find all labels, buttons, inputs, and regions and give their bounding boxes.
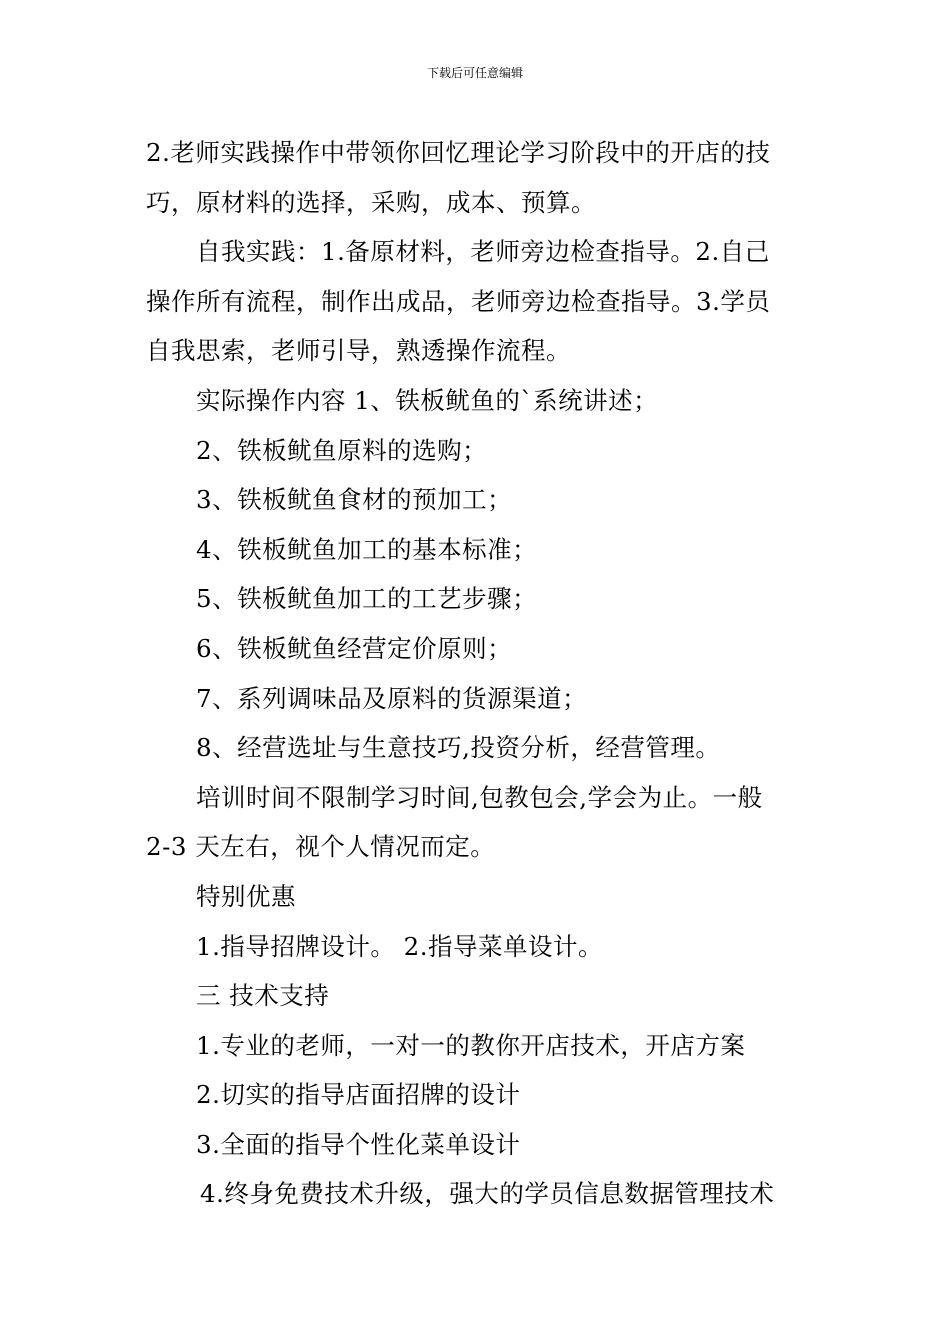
text-line: 巧，原材料的选择，采购，成本、预算。 bbox=[146, 187, 596, 217]
document-body bbox=[146, 128, 810, 1219]
text-line: 2.老师实践操作中带领你回忆理论学习阶段中的开店的技 bbox=[146, 138, 771, 167]
text-line: 2-3 天左右，视个人情况而定。 bbox=[146, 832, 496, 862]
list-item: 7、系列调味品及原料的货源渠道； bbox=[196, 683, 588, 713]
list-item: 5、铁板鱿鱼加工的工艺步骤； bbox=[196, 584, 538, 614]
page-header: 下载后可任意编辑 bbox=[426, 66, 523, 80]
list-item: 2、铁板鱿鱼原料的选购； bbox=[196, 435, 488, 465]
list-item: 1.专业的老师，一对一的教你开店技术，开店方案 bbox=[196, 1030, 746, 1060]
text-line: 实际操作内容 1、铁板鱿鱼的`系统讲述； bbox=[196, 385, 659, 415]
list-item: 6、铁板鱿鱼经营定价原则； bbox=[196, 633, 513, 663]
list-item: 8、经营选址与生意技巧,投资分析，经营管理。 bbox=[196, 733, 721, 763]
list-item: 3.全面的指导个性化菜单设计 bbox=[196, 1129, 521, 1159]
text-line: 培训时间不限制学习时间,包教包会,学会为止。一般 bbox=[196, 782, 763, 812]
list-item: 3、铁板鱿鱼食材的预加工； bbox=[196, 485, 513, 515]
text-line: 1.指导招牌设计。 2.指导菜单设计。 bbox=[196, 931, 604, 961]
section-heading: 特别优惠 bbox=[196, 881, 296, 911]
list-item: 4、铁板鱿鱼加工的基本标准； bbox=[196, 534, 538, 564]
text-line: 自我思索，老师引导，熟透操作流程。 bbox=[146, 336, 571, 366]
text-line: 操作所有流程，制作出成品，老师旁边检查指导。3.学员 bbox=[146, 286, 771, 316]
section-heading: 三 技术支持 bbox=[196, 981, 330, 1011]
list-item: 2.切实的指导店面招牌的设计 bbox=[196, 1080, 521, 1110]
text-line: 自我实践：1.备原材料，老师旁边检查指导。2.自己 bbox=[196, 237, 770, 267]
list-item: 4.终身免费技术升级，强大的学员信息数据管理技术 bbox=[200, 1179, 775, 1209]
